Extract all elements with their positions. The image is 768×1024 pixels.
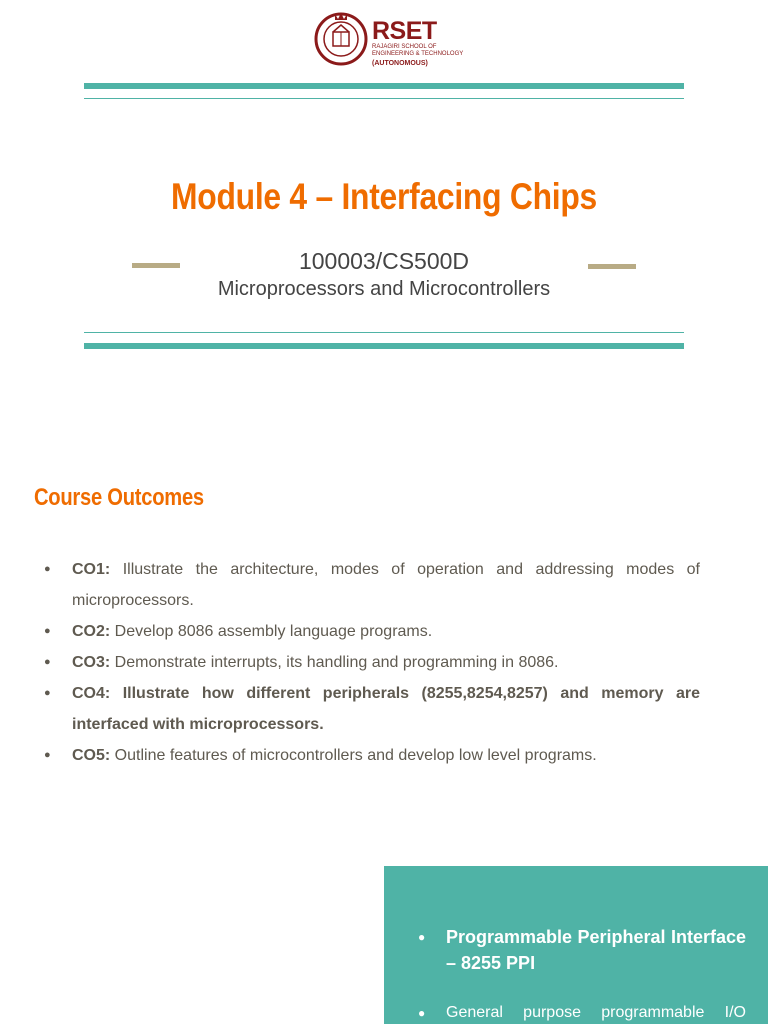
rset-logo [314, 10, 464, 70]
top-thick-rule [84, 83, 684, 89]
outcome-label: CO3: [72, 654, 111, 671]
top-thin-rule [84, 98, 684, 99]
logo-subtitle: RAJAGIRI SCHOOL OF ENGINEERING & TECHNOLOGY [372, 44, 464, 57]
course-code: 100003/CS500D [298, 248, 470, 274]
bottom-thin-rule [84, 332, 684, 333]
outcome-text: Demonstrate interrupts, its handling and programming in 8086. [110, 654, 559, 671]
outcome-text: Illustrate how different peripherals (8255,8254,8257) and memory are interfaced with microprocessors. [72, 685, 700, 733]
module-title: Module 4 – Interfacing Chips [171, 176, 597, 217]
outcome-item [44, 740, 700, 771]
topic-item: ● General purpose programmable I/O [418, 1000, 746, 1024]
outcome-label: CO2: [72, 623, 111, 640]
logo-name: RSET [372, 17, 437, 45]
college-seal-icon [314, 10, 368, 66]
outcome-item [44, 647, 700, 678]
topic-item: ● Programmable Peripheral Interface – 8255 PPI [418, 924, 746, 976]
outcome-label: CO1: [72, 561, 111, 578]
outcome-label: CO4: [72, 685, 111, 702]
outcome-text: Develop 8086 assembly language programs. [110, 623, 433, 640]
outcome-item [44, 554, 700, 616]
outcome-text: Outline features of microcontrollers and develop low level programs. [110, 747, 597, 764]
logo-autonomous: (AUTONOMOUS) [372, 60, 428, 67]
topics-list [418, 924, 746, 1024]
course-outcomes-list [44, 554, 700, 771]
outcome-item [44, 616, 700, 647]
course-name: Microprocessors and Microcontrollers [217, 278, 551, 300]
course-outcomes-heading: Course Outcomes [34, 484, 204, 511]
topics-card [384, 866, 768, 1024]
outcome-label: CO5: [72, 747, 111, 764]
outcome-text: Illustrate the architecture, modes of operation and addressing modes of microprocessors. [72, 561, 700, 609]
outcome-item-highlighted [44, 678, 700, 740]
bottom-thick-rule [84, 343, 684, 349]
